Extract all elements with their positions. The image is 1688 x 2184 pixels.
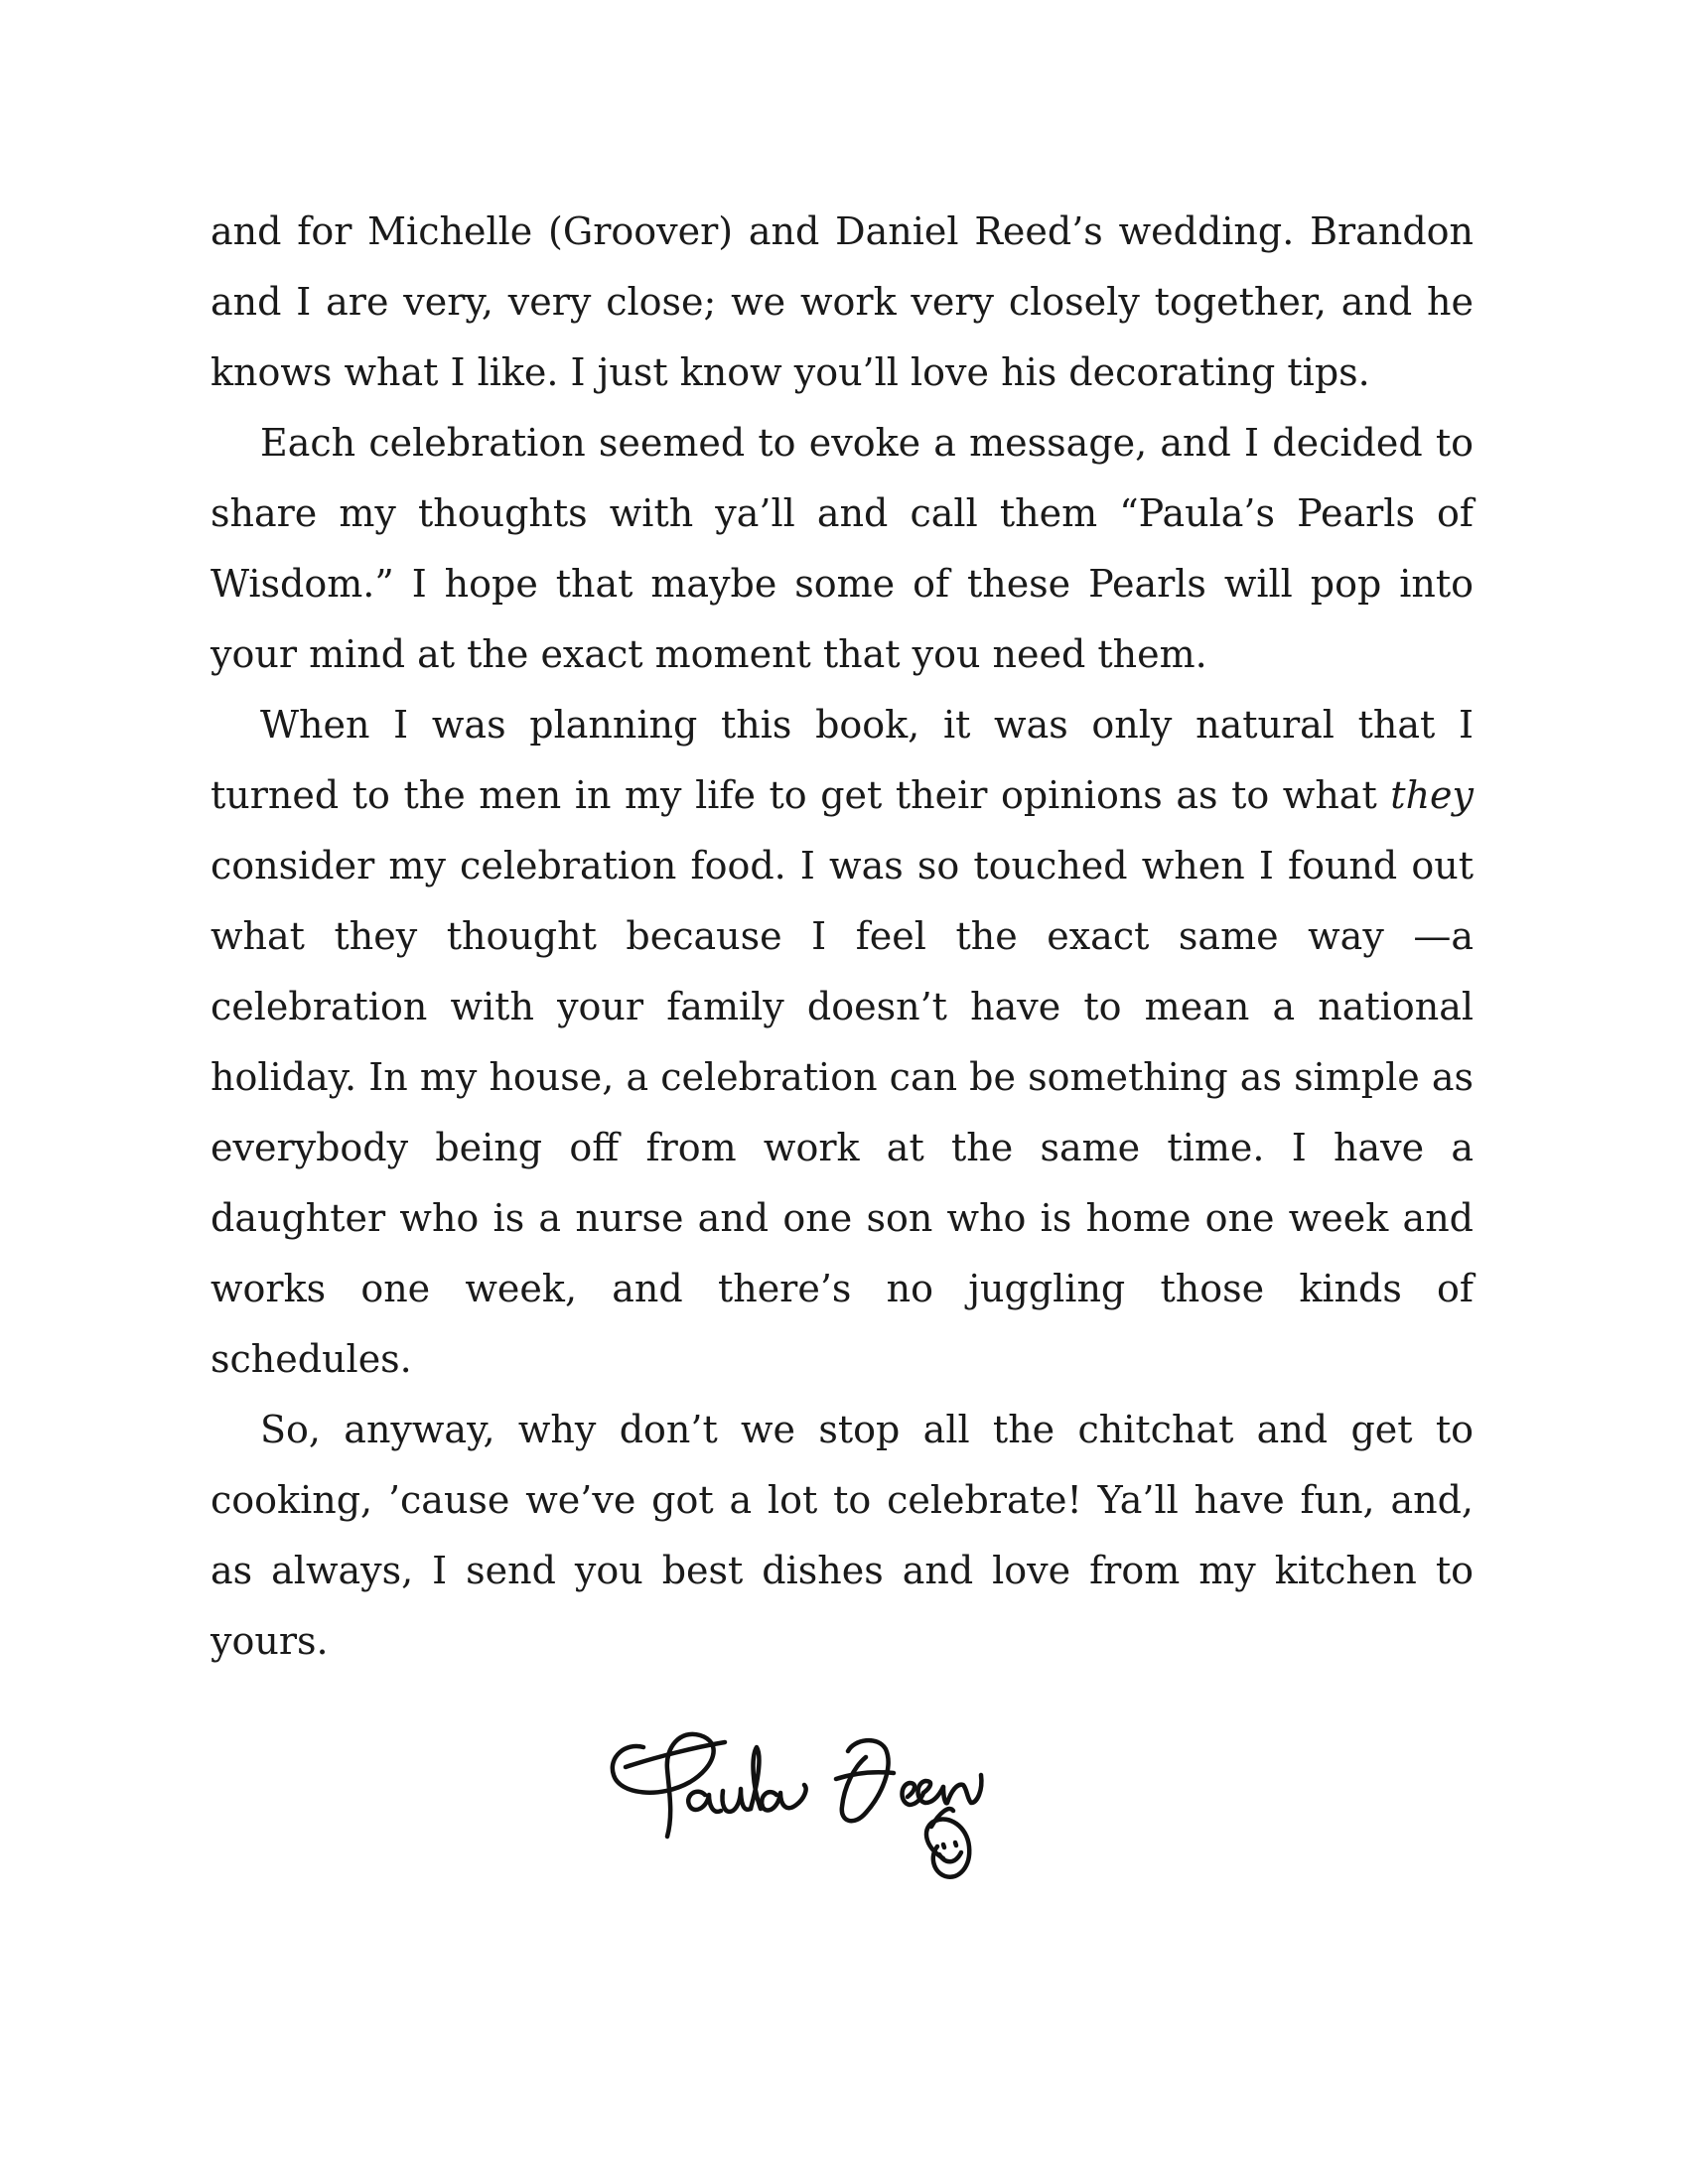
paragraph-3-start: When I was planning this book, it was only natural that I turned to the men in my life to get their opinions as to what: [211, 703, 1474, 817]
handwritten-signature-icon: [606, 1688, 1092, 1916]
paragraph-4: So, anyway, why don’t we stop all the chitchat and get to cooking, ’cause we’ve got a lot to celebrate! Ya’ll have fun, and, as always, I send you best dishes and love from my kitchen to yours.: [211, 1408, 1474, 1663]
paragraph-3-emphasis: they: [1390, 773, 1474, 817]
body-text: [211, 197, 1474, 1677]
paragraph-3-end: consider my celebration food. I was so touched when I found out what they thought because I feel the exact same way —a celebration with your family doesn’t have to mean a national holiday. In my house, a celebration can be something as simple as everybody being off from work at the same time. I have a daughter who is a nurse and one son who is home one week and works one week, and there’s no juggling those kinds of schedules.: [211, 844, 1474, 1381]
paragraph-3: [211, 690, 1474, 1395]
paragraph-1: and for Michelle (Groover) and Daniel Reed’s wedding. Brandon and I are very, very close; we work very closely together, and he knows what I like. I just know you’ll love his decorating tips.: [211, 209, 1474, 394]
signature: [606, 1688, 1092, 1916]
paragraph-2: Each celebration seemed to evoke a message, and I decided to share my thoughts with ya’ll and call them “Paula’s Pearls of Wisdom.” I hope that maybe some of these Pearls will pop into your mind at the exact moment that you need them.: [211, 421, 1474, 676]
